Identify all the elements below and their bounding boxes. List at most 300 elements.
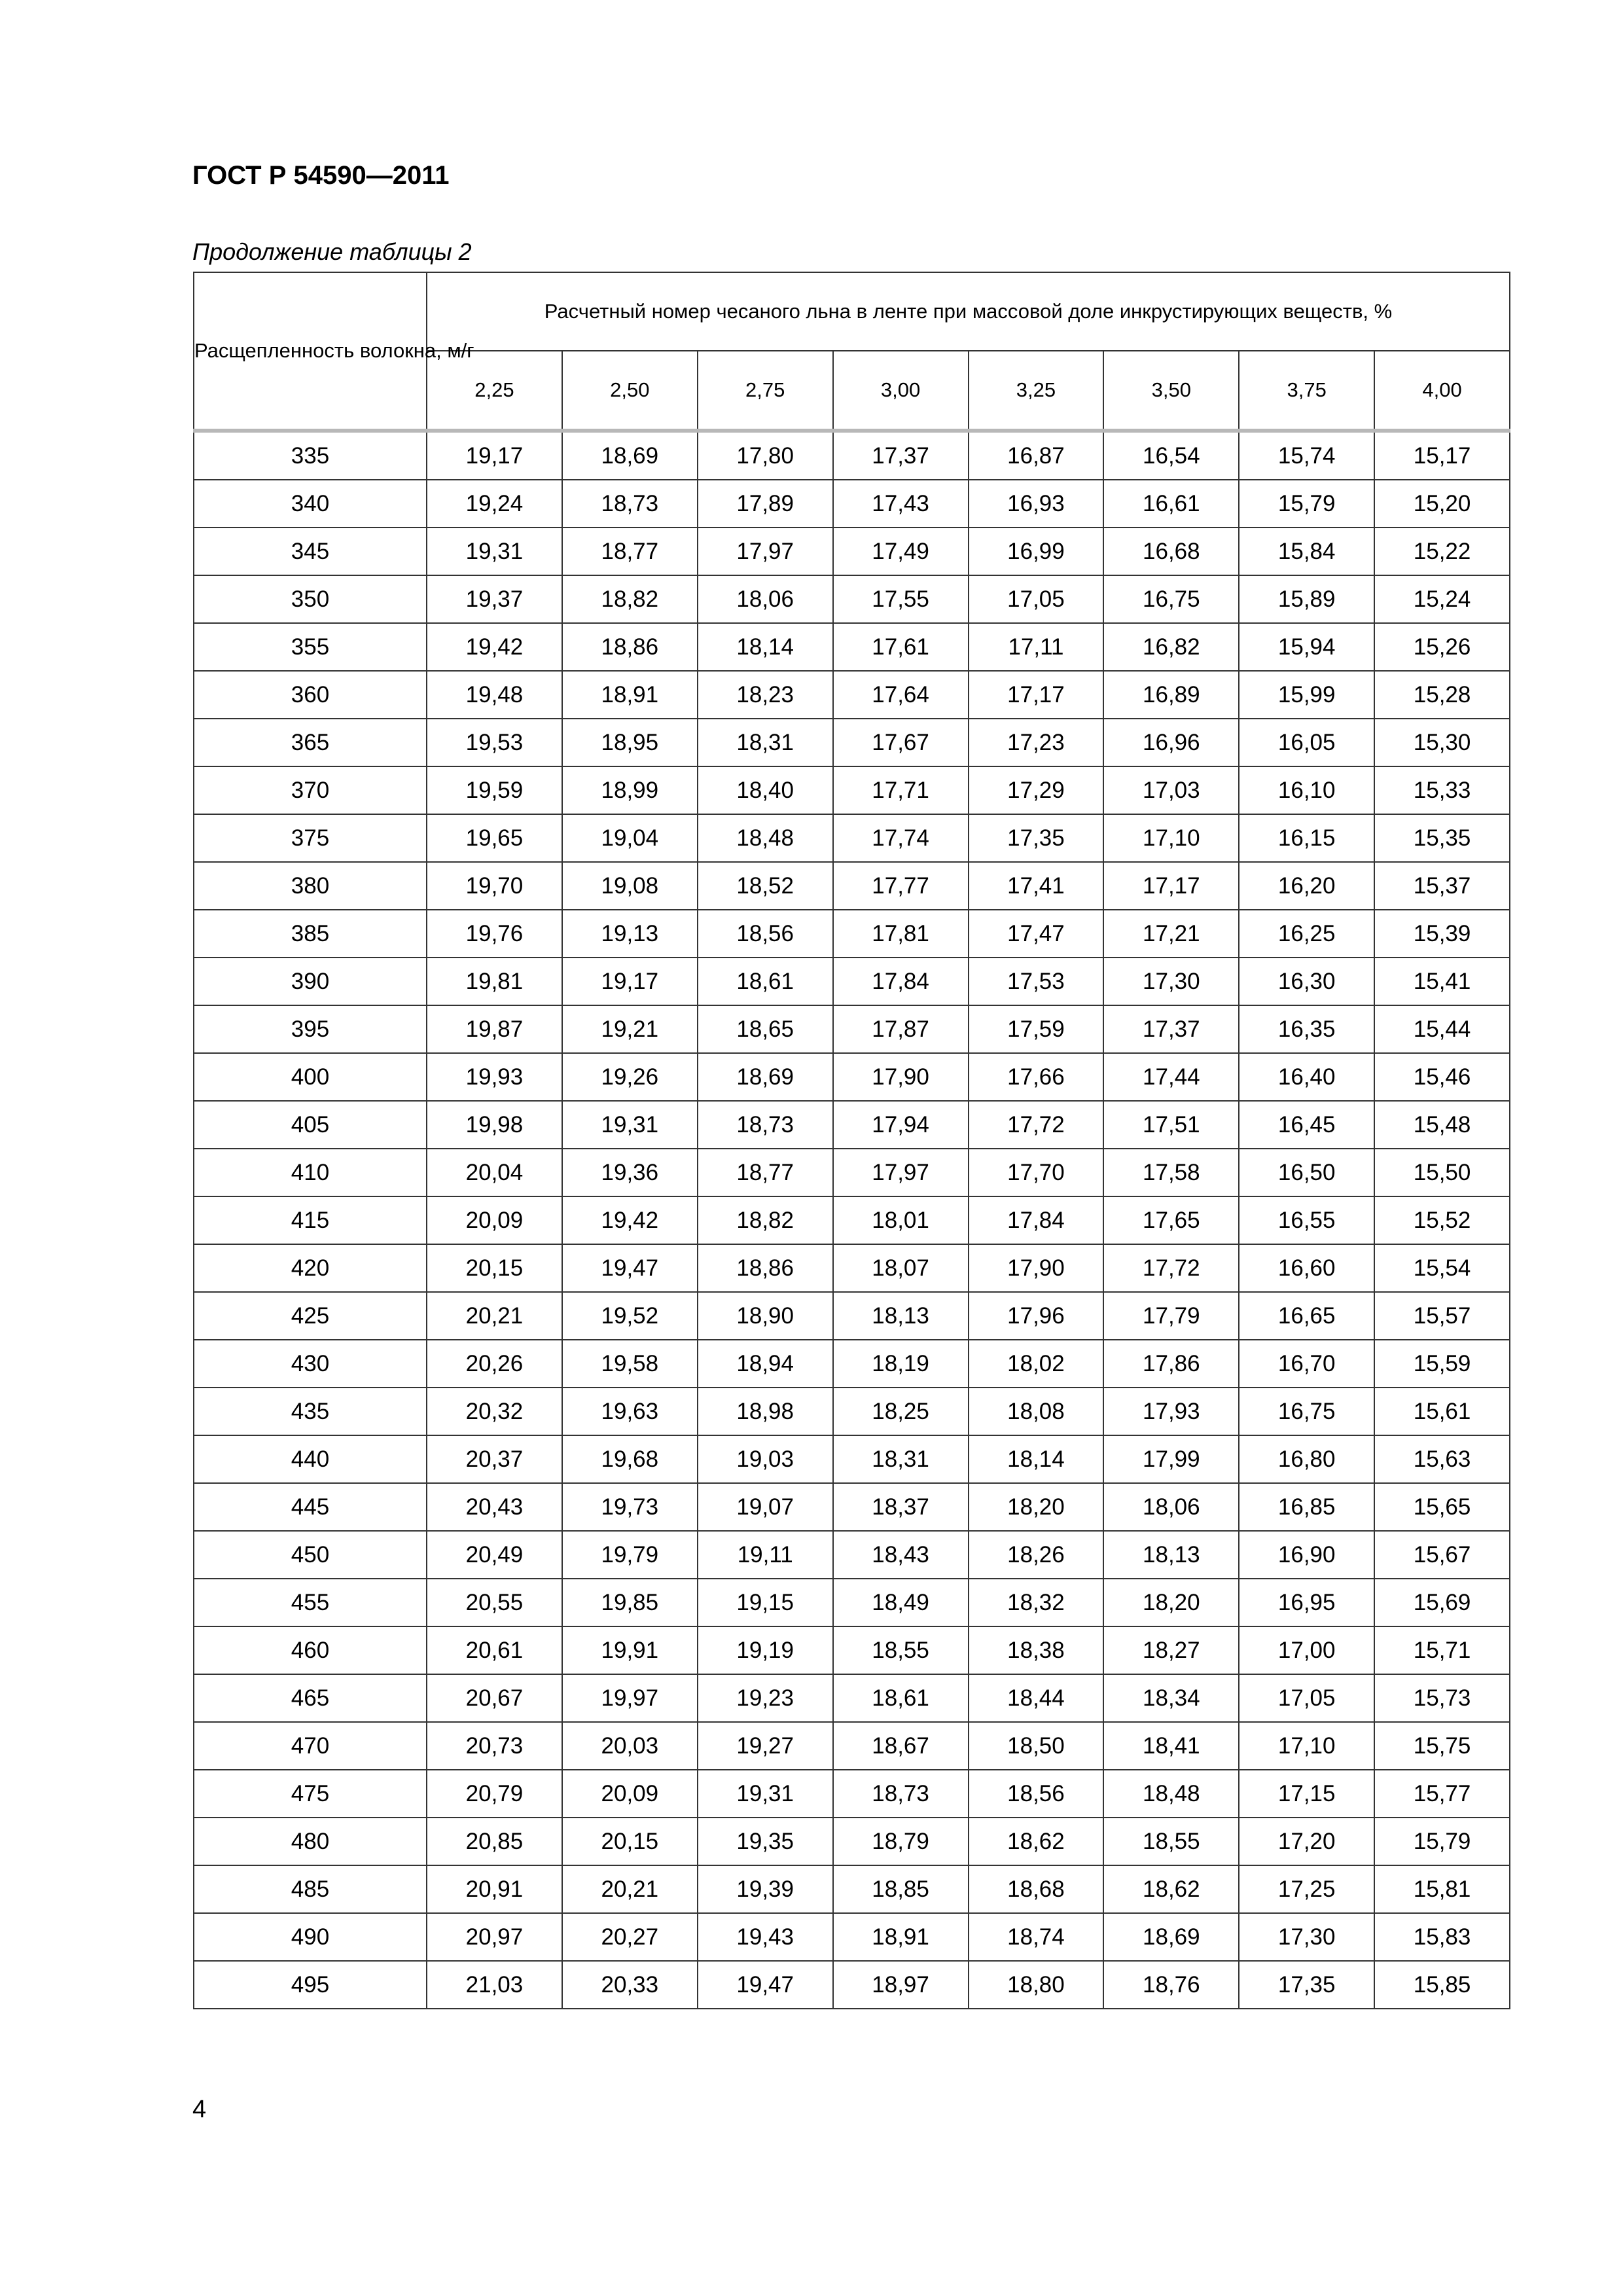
value-cell: 18,73 bbox=[562, 480, 698, 528]
value-cell: 15,83 bbox=[1374, 1913, 1510, 1961]
value-cell: 15,44 bbox=[1374, 1005, 1510, 1053]
value-cell: 19,19 bbox=[698, 1626, 833, 1674]
value-cell: 15,46 bbox=[1374, 1053, 1510, 1101]
value-cell: 17,30 bbox=[1103, 958, 1239, 1005]
value-cell: 17,71 bbox=[833, 766, 969, 814]
value-cell: 19,03 bbox=[698, 1435, 833, 1483]
table-row bbox=[194, 958, 1510, 1005]
value-cell: 19,31 bbox=[562, 1101, 698, 1149]
fiber-split-cell: 360 bbox=[194, 671, 427, 719]
value-cell: 17,21 bbox=[1103, 910, 1239, 958]
value-cell: 19,65 bbox=[427, 814, 562, 862]
value-cell: 20,49 bbox=[427, 1531, 562, 1579]
value-cell: 18,49 bbox=[833, 1579, 969, 1626]
table-row bbox=[194, 1435, 1510, 1483]
value-cell: 19,17 bbox=[427, 431, 562, 480]
fiber-split-cell: 410 bbox=[194, 1149, 427, 1196]
value-cell: 17,55 bbox=[833, 575, 969, 623]
value-cell: 17,00 bbox=[1239, 1626, 1374, 1674]
table-row bbox=[194, 719, 1510, 766]
table-row bbox=[194, 431, 1510, 480]
group-header-cell: Расчетный номер чесаного льна в ленте при массовой доле инкрустирующих веществ, % bbox=[427, 272, 1510, 351]
value-cell: 19,42 bbox=[427, 623, 562, 671]
fiber-split-cell: 450 bbox=[194, 1531, 427, 1579]
value-cell: 16,61 bbox=[1103, 480, 1239, 528]
table-row bbox=[194, 1388, 1510, 1435]
value-cell: 17,96 bbox=[969, 1292, 1104, 1340]
column-header: 2,50 bbox=[562, 351, 698, 431]
value-cell: 18,56 bbox=[698, 910, 833, 958]
value-cell: 18,50 bbox=[969, 1722, 1104, 1770]
value-cell: 17,59 bbox=[969, 1005, 1104, 1053]
table-head bbox=[194, 272, 1510, 431]
value-cell: 17,17 bbox=[1103, 862, 1239, 910]
value-cell: 18,23 bbox=[698, 671, 833, 719]
value-cell: 17,61 bbox=[833, 623, 969, 671]
table-row bbox=[194, 862, 1510, 910]
value-cell: 18,69 bbox=[562, 431, 698, 480]
value-cell: 18,61 bbox=[698, 958, 833, 1005]
value-cell: 17,81 bbox=[833, 910, 969, 958]
value-cell: 20,33 bbox=[562, 1961, 698, 2009]
value-cell: 15,94 bbox=[1239, 623, 1374, 671]
value-cell: 15,89 bbox=[1239, 575, 1374, 623]
value-cell: 17,74 bbox=[833, 814, 969, 862]
fiber-split-cell: 425 bbox=[194, 1292, 427, 1340]
value-cell: 20,37 bbox=[427, 1435, 562, 1483]
value-cell: 19,93 bbox=[427, 1053, 562, 1101]
value-cell: 16,25 bbox=[1239, 910, 1374, 958]
fiber-split-cell: 395 bbox=[194, 1005, 427, 1053]
value-cell: 15,77 bbox=[1374, 1770, 1510, 1818]
fiber-split-cell: 490 bbox=[194, 1913, 427, 1961]
value-cell: 17,65 bbox=[1103, 1196, 1239, 1244]
value-cell: 16,40 bbox=[1239, 1053, 1374, 1101]
value-cell: 18,69 bbox=[1103, 1913, 1239, 1961]
value-cell: 16,75 bbox=[1103, 575, 1239, 623]
table-row bbox=[194, 671, 1510, 719]
column-header: 2,25 bbox=[427, 351, 562, 431]
fiber-split-cell: 470 bbox=[194, 1722, 427, 1770]
value-cell: 18,97 bbox=[833, 1961, 969, 2009]
value-cell: 18,55 bbox=[1103, 1818, 1239, 1865]
table-row bbox=[194, 1961, 1510, 2009]
value-cell: 20,15 bbox=[427, 1244, 562, 1292]
value-cell: 18,52 bbox=[698, 862, 833, 910]
value-cell: 19,39 bbox=[698, 1865, 833, 1913]
value-cell: 17,84 bbox=[969, 1196, 1104, 1244]
value-cell: 20,03 bbox=[562, 1722, 698, 1770]
value-cell: 15,69 bbox=[1374, 1579, 1510, 1626]
value-cell: 19,37 bbox=[427, 575, 562, 623]
value-cell: 20,21 bbox=[427, 1292, 562, 1340]
value-cell: 17,29 bbox=[969, 766, 1104, 814]
table-row bbox=[194, 910, 1510, 958]
value-cell: 17,72 bbox=[1103, 1244, 1239, 1292]
table-row bbox=[194, 1818, 1510, 1865]
data-table bbox=[193, 272, 1510, 2009]
value-cell: 18,65 bbox=[698, 1005, 833, 1053]
value-cell: 19,13 bbox=[562, 910, 698, 958]
value-cell: 16,55 bbox=[1239, 1196, 1374, 1244]
fiber-split-cell: 390 bbox=[194, 958, 427, 1005]
value-cell: 19,58 bbox=[562, 1340, 698, 1388]
value-cell: 18,82 bbox=[562, 575, 698, 623]
table-row bbox=[194, 1865, 1510, 1913]
value-cell: 19,35 bbox=[698, 1818, 833, 1865]
table-row bbox=[194, 1626, 1510, 1674]
value-cell: 19,47 bbox=[698, 1961, 833, 2009]
value-cell: 18,20 bbox=[969, 1483, 1104, 1531]
value-cell: 19,11 bbox=[698, 1531, 833, 1579]
value-cell: 15,30 bbox=[1374, 719, 1510, 766]
value-cell: 19,59 bbox=[427, 766, 562, 814]
value-cell: 16,75 bbox=[1239, 1388, 1374, 1435]
value-cell: 18,13 bbox=[833, 1292, 969, 1340]
value-cell: 16,70 bbox=[1239, 1340, 1374, 1388]
value-cell: 18,80 bbox=[969, 1961, 1104, 2009]
value-cell: 18,44 bbox=[969, 1674, 1104, 1722]
value-cell: 17,30 bbox=[1239, 1913, 1374, 1961]
value-cell: 18,90 bbox=[698, 1292, 833, 1340]
table-row bbox=[194, 1244, 1510, 1292]
value-cell: 17,37 bbox=[1103, 1005, 1239, 1053]
value-cell: 18,62 bbox=[1103, 1865, 1239, 1913]
value-cell: 15,17 bbox=[1374, 431, 1510, 480]
value-cell: 17,05 bbox=[969, 575, 1104, 623]
value-cell: 16,95 bbox=[1239, 1579, 1374, 1626]
value-cell: 16,20 bbox=[1239, 862, 1374, 910]
value-cell: 16,60 bbox=[1239, 1244, 1374, 1292]
table-row bbox=[194, 1674, 1510, 1722]
value-cell: 18,76 bbox=[1103, 1961, 1239, 2009]
table-row bbox=[194, 766, 1510, 814]
value-cell: 20,09 bbox=[427, 1196, 562, 1244]
value-cell: 17,03 bbox=[1103, 766, 1239, 814]
value-cell: 18,19 bbox=[833, 1340, 969, 1388]
value-cell: 16,93 bbox=[969, 480, 1104, 528]
value-cell: 18,68 bbox=[969, 1865, 1104, 1913]
value-cell: 17,58 bbox=[1103, 1149, 1239, 1196]
fiber-split-cell: 350 bbox=[194, 575, 427, 623]
column-header: 3,25 bbox=[969, 351, 1104, 431]
value-cell: 16,35 bbox=[1239, 1005, 1374, 1053]
value-cell: 15,22 bbox=[1374, 528, 1510, 575]
value-cell: 20,85 bbox=[427, 1818, 562, 1865]
value-cell: 17,23 bbox=[969, 719, 1104, 766]
value-cell: 15,33 bbox=[1374, 766, 1510, 814]
value-cell: 16,15 bbox=[1239, 814, 1374, 862]
value-cell: 15,84 bbox=[1239, 528, 1374, 575]
value-cell: 16,45 bbox=[1239, 1101, 1374, 1149]
value-cell: 18,38 bbox=[969, 1626, 1104, 1674]
value-cell: 16,89 bbox=[1103, 671, 1239, 719]
fiber-split-cell: 370 bbox=[194, 766, 427, 814]
value-cell: 17,70 bbox=[969, 1149, 1104, 1196]
table-row bbox=[194, 1483, 1510, 1531]
value-cell: 19,63 bbox=[562, 1388, 698, 1435]
value-cell: 15,59 bbox=[1374, 1340, 1510, 1388]
table-row bbox=[194, 1101, 1510, 1149]
value-cell: 18,69 bbox=[698, 1053, 833, 1101]
value-cell: 17,25 bbox=[1239, 1865, 1374, 1913]
value-cell: 19,31 bbox=[427, 528, 562, 575]
value-cell: 16,10 bbox=[1239, 766, 1374, 814]
value-cell: 17,90 bbox=[969, 1244, 1104, 1292]
value-cell: 20,55 bbox=[427, 1579, 562, 1626]
document-header: ГОСТ Р 54590—2011 bbox=[192, 161, 450, 190]
value-cell: 18,02 bbox=[969, 1340, 1104, 1388]
value-cell: 19,23 bbox=[698, 1674, 833, 1722]
value-cell: 16,65 bbox=[1239, 1292, 1374, 1340]
header-row-main bbox=[194, 272, 1510, 351]
table-row bbox=[194, 1005, 1510, 1053]
value-cell: 16,30 bbox=[1239, 958, 1374, 1005]
value-cell: 19,31 bbox=[698, 1770, 833, 1818]
value-cell: 18,06 bbox=[1103, 1483, 1239, 1531]
value-cell: 19,52 bbox=[562, 1292, 698, 1340]
value-cell: 18,99 bbox=[562, 766, 698, 814]
value-cell: 18,86 bbox=[562, 623, 698, 671]
value-cell: 17,20 bbox=[1239, 1818, 1374, 1865]
value-cell: 16,99 bbox=[969, 528, 1104, 575]
value-cell: 17,67 bbox=[833, 719, 969, 766]
value-cell: 17,35 bbox=[969, 814, 1104, 862]
value-cell: 15,39 bbox=[1374, 910, 1510, 958]
value-cell: 17,64 bbox=[833, 671, 969, 719]
fiber-split-cell: 445 bbox=[194, 1483, 427, 1531]
value-cell: 18,32 bbox=[969, 1579, 1104, 1626]
fiber-split-cell: 345 bbox=[194, 528, 427, 575]
row-header-cell: Расщепленность волокна, м/г bbox=[194, 272, 427, 431]
value-cell: 15,74 bbox=[1239, 431, 1374, 480]
value-cell: 17,93 bbox=[1103, 1388, 1239, 1435]
value-cell: 20,26 bbox=[427, 1340, 562, 1388]
value-cell: 17,97 bbox=[698, 528, 833, 575]
table-row bbox=[194, 1579, 1510, 1626]
value-cell: 18,77 bbox=[698, 1149, 833, 1196]
value-cell: 18,14 bbox=[698, 623, 833, 671]
fiber-split-cell: 365 bbox=[194, 719, 427, 766]
value-cell: 17,80 bbox=[698, 431, 833, 480]
fiber-split-cell: 355 bbox=[194, 623, 427, 671]
value-cell: 19,17 bbox=[562, 958, 698, 1005]
value-cell: 18,01 bbox=[833, 1196, 969, 1244]
value-cell: 18,67 bbox=[833, 1722, 969, 1770]
fiber-split-cell: 335 bbox=[194, 431, 427, 480]
table-row bbox=[194, 575, 1510, 623]
value-cell: 20,09 bbox=[562, 1770, 698, 1818]
value-cell: 15,99 bbox=[1239, 671, 1374, 719]
fiber-split-cell: 340 bbox=[194, 480, 427, 528]
value-cell: 17,99 bbox=[1103, 1435, 1239, 1483]
value-cell: 18,48 bbox=[1103, 1770, 1239, 1818]
value-cell: 18,85 bbox=[833, 1865, 969, 1913]
value-cell: 19,53 bbox=[427, 719, 562, 766]
value-cell: 18,91 bbox=[833, 1913, 969, 1961]
value-cell: 16,68 bbox=[1103, 528, 1239, 575]
value-cell: 17,41 bbox=[969, 862, 1104, 910]
table-row bbox=[194, 480, 1510, 528]
table-row bbox=[194, 1053, 1510, 1101]
fiber-split-cell: 480 bbox=[194, 1818, 427, 1865]
value-cell: 18,31 bbox=[833, 1435, 969, 1483]
value-cell: 15,73 bbox=[1374, 1674, 1510, 1722]
value-cell: 19,47 bbox=[562, 1244, 698, 1292]
value-cell: 17,53 bbox=[969, 958, 1104, 1005]
value-cell: 19,81 bbox=[427, 958, 562, 1005]
value-cell: 15,35 bbox=[1374, 814, 1510, 862]
fiber-split-cell: 375 bbox=[194, 814, 427, 862]
value-cell: 19,87 bbox=[427, 1005, 562, 1053]
value-cell: 16,85 bbox=[1239, 1483, 1374, 1531]
value-cell: 17,77 bbox=[833, 862, 969, 910]
value-cell: 17,72 bbox=[969, 1101, 1104, 1149]
value-cell: 15,67 bbox=[1374, 1531, 1510, 1579]
value-cell: 15,54 bbox=[1374, 1244, 1510, 1292]
value-cell: 21,03 bbox=[427, 1961, 562, 2009]
value-cell: 15,41 bbox=[1374, 958, 1510, 1005]
value-cell: 19,79 bbox=[562, 1531, 698, 1579]
value-cell: 17,17 bbox=[969, 671, 1104, 719]
value-cell: 18,20 bbox=[1103, 1579, 1239, 1626]
value-cell: 20,97 bbox=[427, 1913, 562, 1961]
value-cell: 20,79 bbox=[427, 1770, 562, 1818]
value-cell: 18,08 bbox=[969, 1388, 1104, 1435]
value-cell: 17,97 bbox=[833, 1149, 969, 1196]
fiber-split-cell: 385 bbox=[194, 910, 427, 958]
value-cell: 20,61 bbox=[427, 1626, 562, 1674]
column-header: 3,00 bbox=[833, 351, 969, 431]
value-cell: 18,77 bbox=[562, 528, 698, 575]
value-cell: 15,20 bbox=[1374, 480, 1510, 528]
value-cell: 20,67 bbox=[427, 1674, 562, 1722]
value-cell: 15,57 bbox=[1374, 1292, 1510, 1340]
value-cell: 19,91 bbox=[562, 1626, 698, 1674]
fiber-split-cell: 475 bbox=[194, 1770, 427, 1818]
table-row bbox=[194, 1770, 1510, 1818]
value-cell: 17,10 bbox=[1103, 814, 1239, 862]
fiber-split-cell: 400 bbox=[194, 1053, 427, 1101]
fiber-split-cell: 440 bbox=[194, 1435, 427, 1483]
value-cell: 18,06 bbox=[698, 575, 833, 623]
table-row bbox=[194, 1340, 1510, 1388]
value-cell: 18,48 bbox=[698, 814, 833, 862]
value-cell: 20,27 bbox=[562, 1913, 698, 1961]
column-header: 3,50 bbox=[1103, 351, 1239, 431]
value-cell: 19,36 bbox=[562, 1149, 698, 1196]
value-cell: 15,24 bbox=[1374, 575, 1510, 623]
table-body bbox=[194, 431, 1510, 2009]
value-cell: 17,89 bbox=[698, 480, 833, 528]
value-cell: 18,74 bbox=[969, 1913, 1104, 1961]
value-cell: 17,86 bbox=[1103, 1340, 1239, 1388]
value-cell: 17,43 bbox=[833, 480, 969, 528]
value-cell: 16,54 bbox=[1103, 431, 1239, 480]
value-cell: 20,91 bbox=[427, 1865, 562, 1913]
value-cell: 18,07 bbox=[833, 1244, 969, 1292]
value-cell: 19,15 bbox=[698, 1579, 833, 1626]
value-cell: 18,37 bbox=[833, 1483, 969, 1531]
value-cell: 19,08 bbox=[562, 862, 698, 910]
column-header: 3,75 bbox=[1239, 351, 1374, 431]
value-cell: 17,05 bbox=[1239, 1674, 1374, 1722]
value-cell: 15,65 bbox=[1374, 1483, 1510, 1531]
value-cell: 18,34 bbox=[1103, 1674, 1239, 1722]
value-cell: 18,31 bbox=[698, 719, 833, 766]
value-cell: 15,37 bbox=[1374, 862, 1510, 910]
value-cell: 15,26 bbox=[1374, 623, 1510, 671]
value-cell: 18,55 bbox=[833, 1626, 969, 1674]
value-cell: 18,91 bbox=[562, 671, 698, 719]
value-cell: 15,48 bbox=[1374, 1101, 1510, 1149]
value-cell: 18,61 bbox=[833, 1674, 969, 1722]
value-cell: 18,73 bbox=[833, 1770, 969, 1818]
value-cell: 17,37 bbox=[833, 431, 969, 480]
value-cell: 18,25 bbox=[833, 1388, 969, 1435]
value-cell: 18,94 bbox=[698, 1340, 833, 1388]
table-row bbox=[194, 1531, 1510, 1579]
value-cell: 20,73 bbox=[427, 1722, 562, 1770]
table-row bbox=[194, 1149, 1510, 1196]
value-cell: 17,44 bbox=[1103, 1053, 1239, 1101]
fiber-split-cell: 460 bbox=[194, 1626, 427, 1674]
fiber-split-cell: 380 bbox=[194, 862, 427, 910]
value-cell: 19,43 bbox=[698, 1913, 833, 1961]
fiber-split-cell: 420 bbox=[194, 1244, 427, 1292]
value-cell: 18,41 bbox=[1103, 1722, 1239, 1770]
value-cell: 15,63 bbox=[1374, 1435, 1510, 1483]
value-cell: 19,85 bbox=[562, 1579, 698, 1626]
table-row bbox=[194, 1196, 1510, 1244]
value-cell: 19,48 bbox=[427, 671, 562, 719]
column-header: 4,00 bbox=[1374, 351, 1510, 431]
value-cell: 17,87 bbox=[833, 1005, 969, 1053]
value-cell: 19,26 bbox=[562, 1053, 698, 1101]
value-cell: 19,97 bbox=[562, 1674, 698, 1722]
value-cell: 15,28 bbox=[1374, 671, 1510, 719]
value-cell: 19,07 bbox=[698, 1483, 833, 1531]
fiber-split-cell: 430 bbox=[194, 1340, 427, 1388]
value-cell: 16,05 bbox=[1239, 719, 1374, 766]
value-cell: 20,43 bbox=[427, 1483, 562, 1531]
value-cell: 20,15 bbox=[562, 1818, 698, 1865]
value-cell: 15,52 bbox=[1374, 1196, 1510, 1244]
value-cell: 15,79 bbox=[1239, 480, 1374, 528]
table-caption: Продолжение таблицы 2 bbox=[192, 238, 472, 265]
value-cell: 17,35 bbox=[1239, 1961, 1374, 2009]
value-cell: 19,68 bbox=[562, 1435, 698, 1483]
value-cell: 15,50 bbox=[1374, 1149, 1510, 1196]
fiber-split-cell: 465 bbox=[194, 1674, 427, 1722]
value-cell: 15,75 bbox=[1374, 1722, 1510, 1770]
value-cell: 18,13 bbox=[1103, 1531, 1239, 1579]
value-cell: 18,86 bbox=[698, 1244, 833, 1292]
value-cell: 16,50 bbox=[1239, 1149, 1374, 1196]
table-row bbox=[194, 1292, 1510, 1340]
value-cell: 19,76 bbox=[427, 910, 562, 958]
value-cell: 18,73 bbox=[698, 1101, 833, 1149]
value-cell: 18,26 bbox=[969, 1531, 1104, 1579]
value-cell: 16,87 bbox=[969, 431, 1104, 480]
value-cell: 17,11 bbox=[969, 623, 1104, 671]
value-cell: 18,79 bbox=[833, 1818, 969, 1865]
fiber-split-cell: 405 bbox=[194, 1101, 427, 1149]
fiber-split-cell: 485 bbox=[194, 1865, 427, 1913]
value-cell: 15,61 bbox=[1374, 1388, 1510, 1435]
value-cell: 18,14 bbox=[969, 1435, 1104, 1483]
value-cell: 17,84 bbox=[833, 958, 969, 1005]
